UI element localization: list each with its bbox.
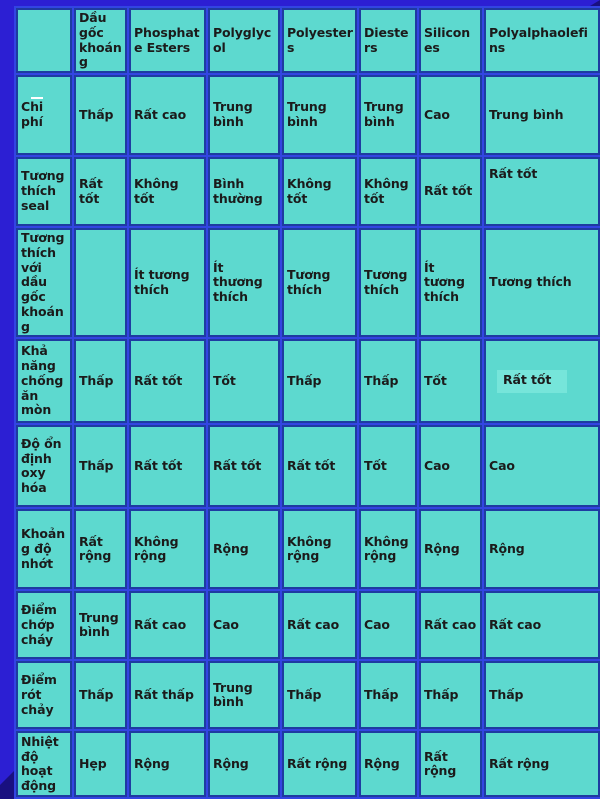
value-cell-text: Thấp <box>79 457 114 473</box>
table-row <box>16 75 600 155</box>
value-cell <box>484 75 600 155</box>
value-cell <box>129 228 206 337</box>
value-cell <box>359 591 417 659</box>
value-cell-text: Rất thấp <box>134 686 194 702</box>
value-cell-text: Không rộng <box>134 533 179 564</box>
value-cell <box>419 661 482 729</box>
value-cell-text: Cao <box>489 457 515 473</box>
value-cell <box>359 157 417 226</box>
value-cell <box>282 339 357 423</box>
value-cell <box>484 661 600 729</box>
row-label-cell-text: Điểm chớp cháy <box>21 602 57 647</box>
value-cell-text: Rộng <box>424 540 460 556</box>
column-header-cell-text: Polyesters <box>287 24 353 55</box>
value-cell <box>74 228 127 337</box>
value-cell <box>74 661 127 729</box>
value-cell-text: Không tốt <box>287 175 332 206</box>
column-header-cell <box>419 8 482 73</box>
value-cell-text: Rất tốt <box>424 183 473 199</box>
row-label-cell <box>16 509 72 589</box>
value-cell <box>419 509 482 589</box>
value-cell <box>129 339 206 423</box>
column-header-cell <box>282 8 357 73</box>
value-cell-text: Rất tốt <box>79 175 103 206</box>
value-cell <box>419 731 482 797</box>
row-label-cell-text: Độ ổn định oxy hóa <box>21 435 62 495</box>
table-row <box>16 661 600 729</box>
value-cell <box>359 228 417 337</box>
value-cell <box>484 731 600 797</box>
value-cell <box>74 339 127 423</box>
value-cell-text: Rộng <box>213 540 249 556</box>
value-cell-text: Ít thương thích <box>213 259 263 304</box>
row-label-cell-text: Chi phí <box>21 99 44 129</box>
value-cell <box>419 591 482 659</box>
value-cell <box>282 75 357 155</box>
value-cell <box>484 425 600 507</box>
value-cell <box>419 157 482 226</box>
value-cell-text: Rộng <box>364 755 400 771</box>
value-cell <box>208 425 280 507</box>
value-cell <box>419 425 482 507</box>
column-header-cell-text: Polyalphaolefins <box>489 24 588 55</box>
value-cell <box>484 157 600 226</box>
column-header-cell-text: Silicones <box>424 24 471 55</box>
column-header-cell-text: Polyglycol <box>213 24 272 55</box>
value-cell-text: Trung bình <box>79 609 119 640</box>
value-cell-text: Không rộng <box>287 533 332 564</box>
corner-cell <box>16 8 72 73</box>
value-cell <box>208 228 280 337</box>
table-row <box>16 509 600 589</box>
value-cell-text: Cao <box>213 616 239 632</box>
value-cell <box>419 339 482 423</box>
value-cell-text: Bình thường <box>213 175 263 206</box>
value-cell-text: Cao <box>424 106 450 122</box>
column-header-cell <box>208 8 280 73</box>
value-cell-text: Thấp <box>424 686 459 702</box>
highlight-patch: Rất tốt <box>497 370 567 393</box>
value-cell <box>484 228 600 337</box>
value-cell-text: Rất rộng <box>424 748 457 779</box>
value-cell <box>74 157 127 226</box>
table-row <box>16 157 600 226</box>
value-cell <box>208 75 280 155</box>
value-cell-text: Trung bình <box>213 679 253 710</box>
column-header-cell-text: Diesters <box>364 24 409 55</box>
row-label-cell-text: Khả năng chống ăn mòn <box>21 343 64 418</box>
row-label-cell-text: Nhiệt độ hoạt động <box>21 733 59 793</box>
value-cell-text: Rộng <box>489 540 525 556</box>
value-cell-text: Trung bình <box>213 99 253 129</box>
value-cell <box>359 339 417 423</box>
comparison-table-body <box>16 8 600 797</box>
value-cell-text: Rất cao <box>489 616 542 632</box>
value-cell <box>129 157 206 226</box>
value-cell-text: Thấp <box>287 686 322 702</box>
row-label-cell-text: Điểm rót chảy <box>21 672 57 717</box>
column-header-cell <box>484 8 600 73</box>
row-label-cell-text: Tương thích với dầu gốc khoáng <box>21 230 65 334</box>
value-cell-text: Không tốt <box>364 175 409 206</box>
row-label-cell <box>16 228 72 337</box>
row-label-cell-text: Tương thích seal <box>21 168 65 213</box>
value-cell-text: Thấp <box>79 686 114 702</box>
value-cell <box>208 339 280 423</box>
row-label-cell-text: Khoảng độ nhớt <box>21 526 66 571</box>
comparison-table <box>14 6 600 799</box>
value-cell-text: Thấp <box>79 106 114 122</box>
row-label-cell <box>16 591 72 659</box>
value-cell <box>282 157 357 226</box>
value-cell <box>129 731 206 797</box>
table-row <box>16 425 600 507</box>
value-cell-text: Rất tốt <box>213 457 262 473</box>
value-cell-text: Hẹp <box>79 755 107 771</box>
value-cell-text: Rất rộng <box>489 755 550 771</box>
value-cell <box>129 591 206 659</box>
value-cell-text: Rất tốt <box>489 166 538 181</box>
row-label-cell <box>16 661 72 729</box>
row-label-cell <box>16 157 72 226</box>
row-label-cell <box>16 339 72 423</box>
value-cell-text: Trung bình <box>364 99 404 129</box>
value-cell <box>74 75 127 155</box>
value-cell <box>74 509 127 589</box>
value-cell-text: Ít tương thích <box>134 266 190 297</box>
column-header-cell <box>74 8 127 73</box>
value-cell <box>282 509 357 589</box>
column-header-cell-text: Dầu gốc khoáng <box>79 10 122 70</box>
table-row <box>16 591 600 659</box>
value-cell-text: Ít tương thích <box>424 259 465 304</box>
value-cell <box>359 731 417 797</box>
value-cell-text: Rất tốt <box>134 372 183 388</box>
value-cell-text: Rất rộng <box>79 533 112 564</box>
value-cell <box>208 591 280 659</box>
value-cell-text: Tốt <box>364 457 387 473</box>
value-cell <box>484 591 600 659</box>
value-cell-text: Rất cao <box>424 616 477 632</box>
value-cell <box>129 75 206 155</box>
value-cell-text: Trung bình <box>287 99 327 129</box>
value-cell-text: Rất cao <box>134 616 187 632</box>
value-cell-text: Tốt <box>424 372 447 388</box>
column-header-cell <box>359 8 417 73</box>
value-cell <box>359 425 417 507</box>
value-cell-text: Rất rộng <box>287 755 348 771</box>
value-cell <box>282 228 357 337</box>
row-label-cell <box>16 75 72 155</box>
value-cell <box>359 75 417 155</box>
value-cell <box>129 661 206 729</box>
value-cell-text: Thấp <box>364 686 399 702</box>
value-cell-text: Tốt <box>213 372 236 388</box>
value-cell <box>419 75 482 155</box>
value-cell <box>419 228 482 337</box>
value-cell <box>484 339 600 423</box>
value-cell-text: Tương thích <box>364 266 408 297</box>
row-label-cell <box>16 425 72 507</box>
value-cell <box>129 425 206 507</box>
value-cell <box>484 509 600 589</box>
table-row <box>16 228 600 337</box>
column-header-cell-text: Phosphate Esters <box>134 24 200 55</box>
value-cell-text: Cao <box>424 457 450 473</box>
value-cell-text: Rất tốt <box>287 457 336 473</box>
column-header-cell <box>129 8 206 73</box>
value-cell-text: Rất cao <box>134 106 187 122</box>
value-cell <box>208 509 280 589</box>
value-cell-text: Cao <box>364 616 390 632</box>
value-cell <box>74 425 127 507</box>
value-cell <box>282 591 357 659</box>
value-cell-text: Rộng <box>213 755 249 771</box>
value-cell-text: Không rộng <box>364 533 409 564</box>
value-cell <box>129 509 206 589</box>
value-cell <box>208 661 280 729</box>
value-cell <box>359 509 417 589</box>
value-cell <box>208 157 280 226</box>
value-cell <box>282 661 357 729</box>
value-cell <box>282 425 357 507</box>
value-cell <box>74 591 127 659</box>
value-cell-text: Thấp <box>79 372 114 388</box>
value-cell <box>74 731 127 797</box>
value-cell-text: Thấp <box>364 372 399 388</box>
value-cell-text: Tương thích <box>489 274 572 290</box>
table-row <box>16 731 600 797</box>
value-cell <box>359 661 417 729</box>
row-label-cell <box>16 731 72 797</box>
value-cell-text: Rất cao <box>287 616 340 632</box>
value-cell-text: Thấp <box>287 372 322 388</box>
header-row <box>16 8 600 73</box>
value-cell-text: Không tốt <box>134 175 179 206</box>
value-cell <box>282 731 357 797</box>
value-cell-text: Trung bình <box>489 106 564 122</box>
value-cell-text: Rất tốt <box>134 457 183 473</box>
value-cell <box>208 731 280 797</box>
table-row <box>16 339 600 423</box>
edit-artifact-dashes <box>31 97 43 99</box>
value-cell-text: Rộng <box>134 755 170 771</box>
value-cell-text: Tương thích <box>287 266 331 297</box>
value-cell-text: Thấp <box>489 686 524 702</box>
